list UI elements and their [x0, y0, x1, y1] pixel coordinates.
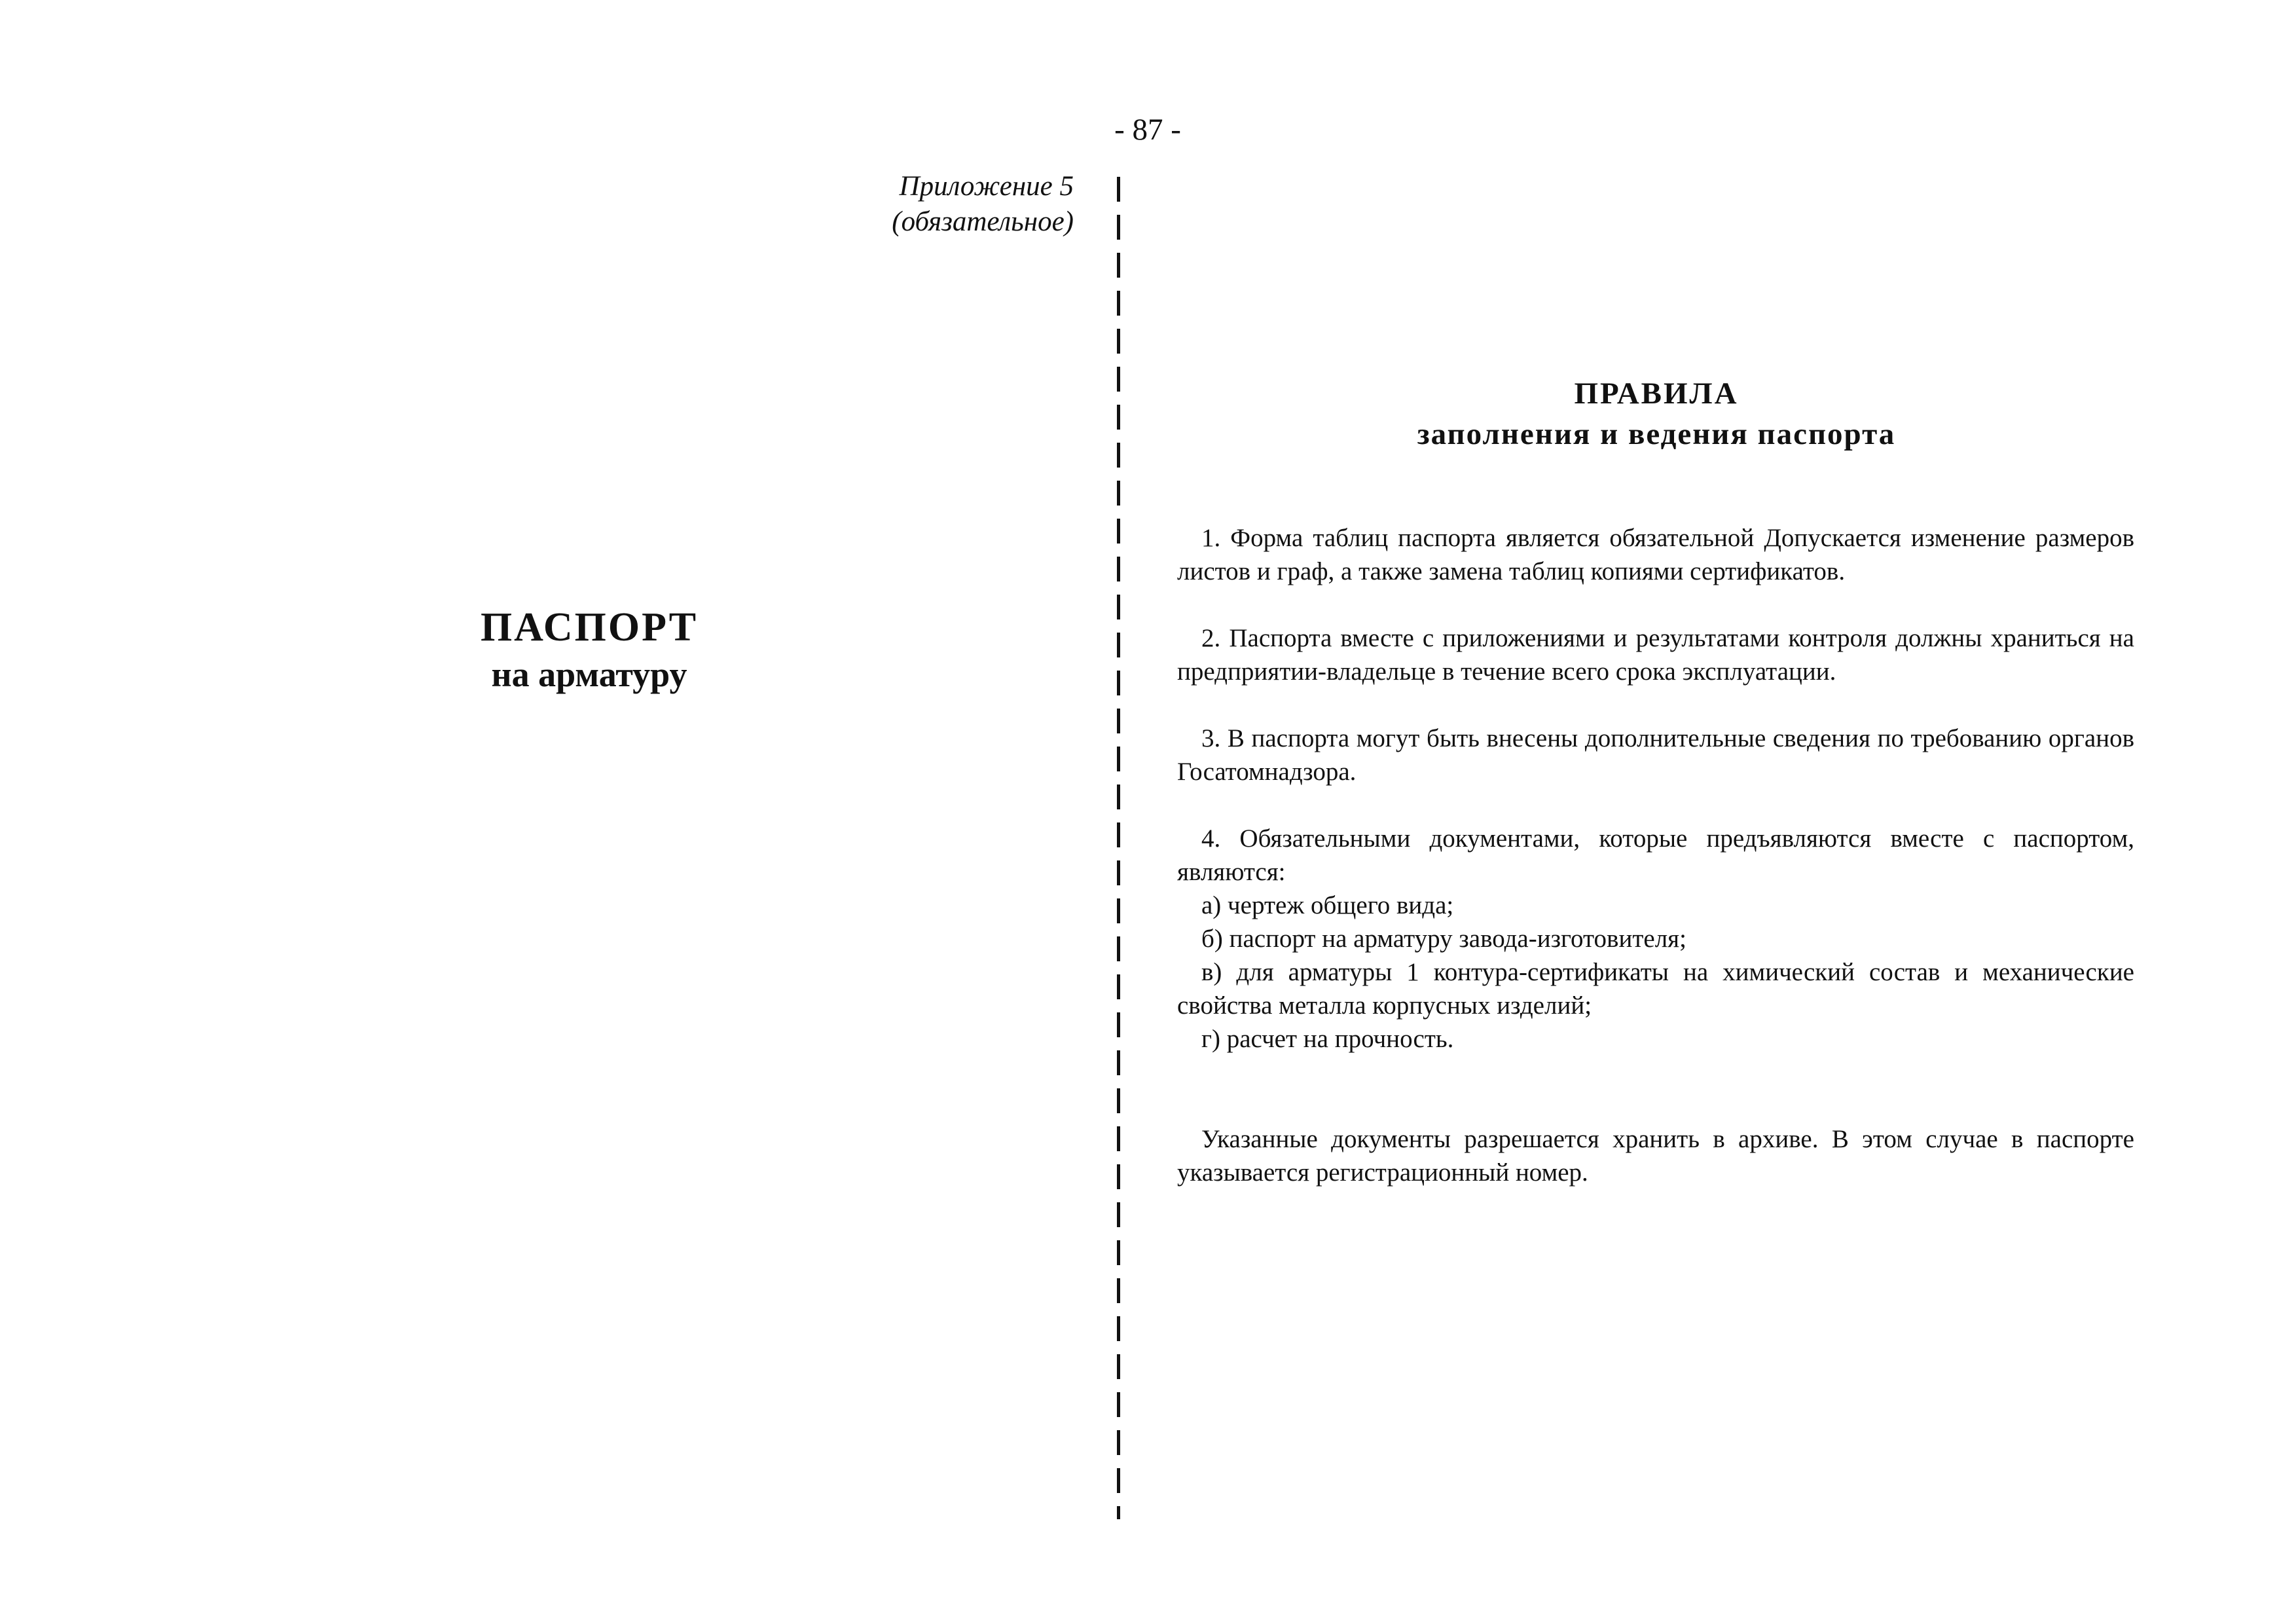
passport-title — [458, 604, 720, 698]
rule-item-1: 1. Форма таблиц паспорта является обязательной Допускается изменение размеров листов и граф, а также замена таблиц копиями сертификатов. — [1177, 524, 2134, 585]
rule-item-2: 2. Паспорта вместе с приложениями и результатами контроля должны храниться на предприятии-владельце в течение всего срока эксплуатации. — [1177, 624, 2134, 686]
rule-subitem-a: а) чертеж общего вида; — [1201, 891, 1454, 919]
rule-item-4: 4. Обязательными документами, которые предъявляются вместе с паспортом, являются: — [1177, 824, 2134, 886]
rules-body — [1177, 521, 2134, 1223]
page-number: - 87 - — [1114, 113, 1181, 147]
passport-title-sub: на арматуру — [491, 655, 687, 694]
rules-title-main: ПРАВИЛА — [1574, 377, 1739, 411]
appendix-number: Приложение 5 — [899, 171, 1074, 202]
fold-line — [1117, 177, 1120, 1519]
appendix-status: (обязательное) — [892, 206, 1074, 237]
rule-final-note: Указанные документы разрешается хранить в архиве. В этом случае в паспорте указывается регистрационный номер. — [1177, 1125, 2134, 1187]
appendix-label — [892, 169, 1074, 240]
rule-subitem-b: б) паспорт на арматуру завода-изготовителя; — [1201, 925, 1686, 953]
rule-subitem-v: в) для арматуры 1 контура-сертификаты на химический состав и механические свойства металла корпусных изделий; — [1177, 958, 2134, 1020]
rules-title — [1178, 373, 2134, 454]
rule-subitem-g: г) расчет на прочность. — [1201, 1025, 1454, 1053]
passport-title-main: ПАСПОРТ — [480, 605, 699, 650]
rules-title-sub: заполнения и ведения паспорта — [1417, 417, 1896, 451]
rule-item-3: 3. В паспорта могут быть внесены дополнительные сведения по требованию органов Госатомнадзора. — [1177, 724, 2134, 786]
